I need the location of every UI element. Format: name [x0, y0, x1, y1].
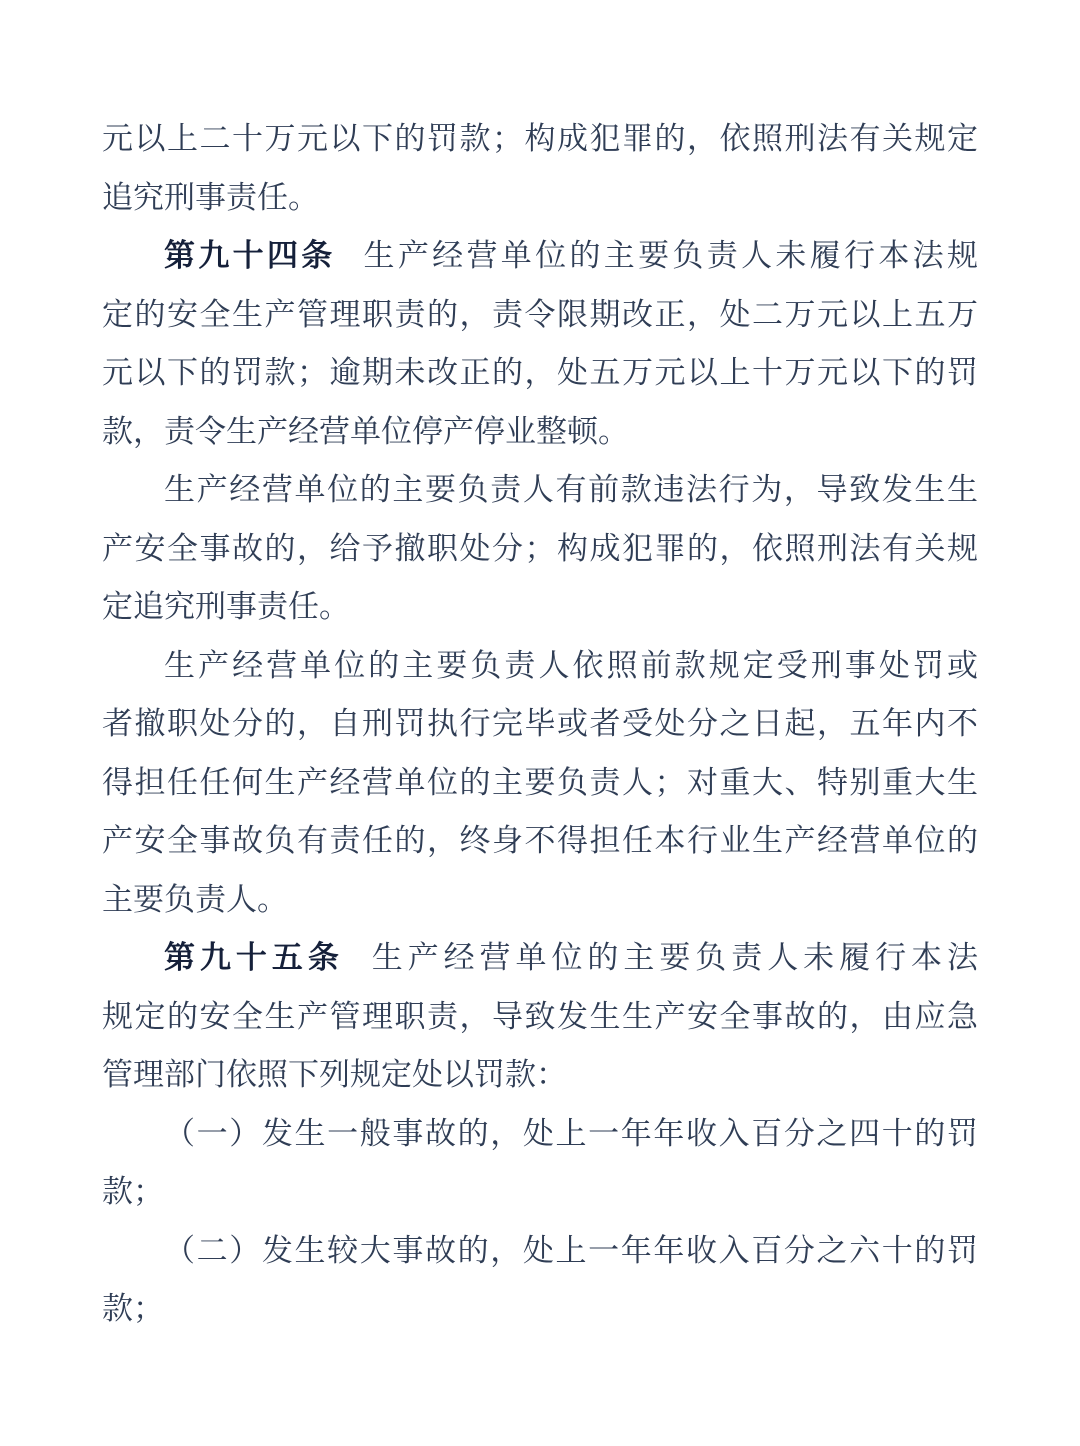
text-line: 定追究刑事责任。	[102, 589, 350, 624]
text-line: 生产经营单位的主要负责人依照前款规定受刑事处罚或	[164, 647, 978, 683]
text-line-article-95-start	[102, 929, 978, 988]
text-line: 管理部门依照下列规定处以罚款：	[102, 1057, 567, 1092]
text-line: 产安全事故的，给予撤职处分；构成犯罪的，依照刑法有关规	[102, 530, 978, 566]
text-line-item-1: （一）发生一般事故的，处上一年年收入百分之四十的罚	[164, 1115, 978, 1151]
text-column	[102, 110, 978, 1339]
text-line: 追究刑事责任。	[102, 179, 319, 215]
text-line-body: 生产经营单位的主要负责人未履行本法	[371, 940, 979, 975]
text-line: 元以上二十万元以下的罚款；构成犯罪的，依照刑法有关规定	[102, 121, 978, 156]
text-line: 得担任任何生产经营单位的主要负责人；对重大、特别重大生	[102, 764, 978, 800]
text-line-article-94-start	[102, 227, 978, 286]
text-line: 款；	[102, 1174, 164, 1209]
text-line: 主要负责人。	[102, 881, 288, 917]
text-line-body: 生产经营单位的主要负责人未履行本法规	[363, 238, 979, 273]
text-line: 定的安全生产管理职责的，责令限期改正，处二万元以上五万	[102, 296, 978, 332]
text-line: 元以下的罚款；逾期未改正的，处五万元以上十万元以下的罚	[102, 355, 978, 390]
article-94-number: 第九十四条	[164, 238, 336, 273]
text-line: 者撤职处分的，自刑罚执行完毕或者受处分之日起，五年内不	[102, 706, 978, 741]
text-line: 生产经营单位的主要负责人有前款违法行为，导致发生生	[164, 472, 978, 507]
text-line: 款；	[102, 1291, 164, 1326]
text-line: 规定的安全生产管理职责，导致发生生产安全事故的，由应急	[102, 998, 978, 1034]
article-95-number: 第九十五条	[164, 940, 344, 975]
text-line: 产安全事故负有责任的，终身不得担任本行业生产经营单位的	[102, 823, 978, 858]
text-line-item-2: （二）发生较大事故的，处上一年年收入百分之六十的罚	[164, 1232, 978, 1268]
text-line: 款，责令生产经营单位停产停业整顿。	[102, 413, 629, 449]
